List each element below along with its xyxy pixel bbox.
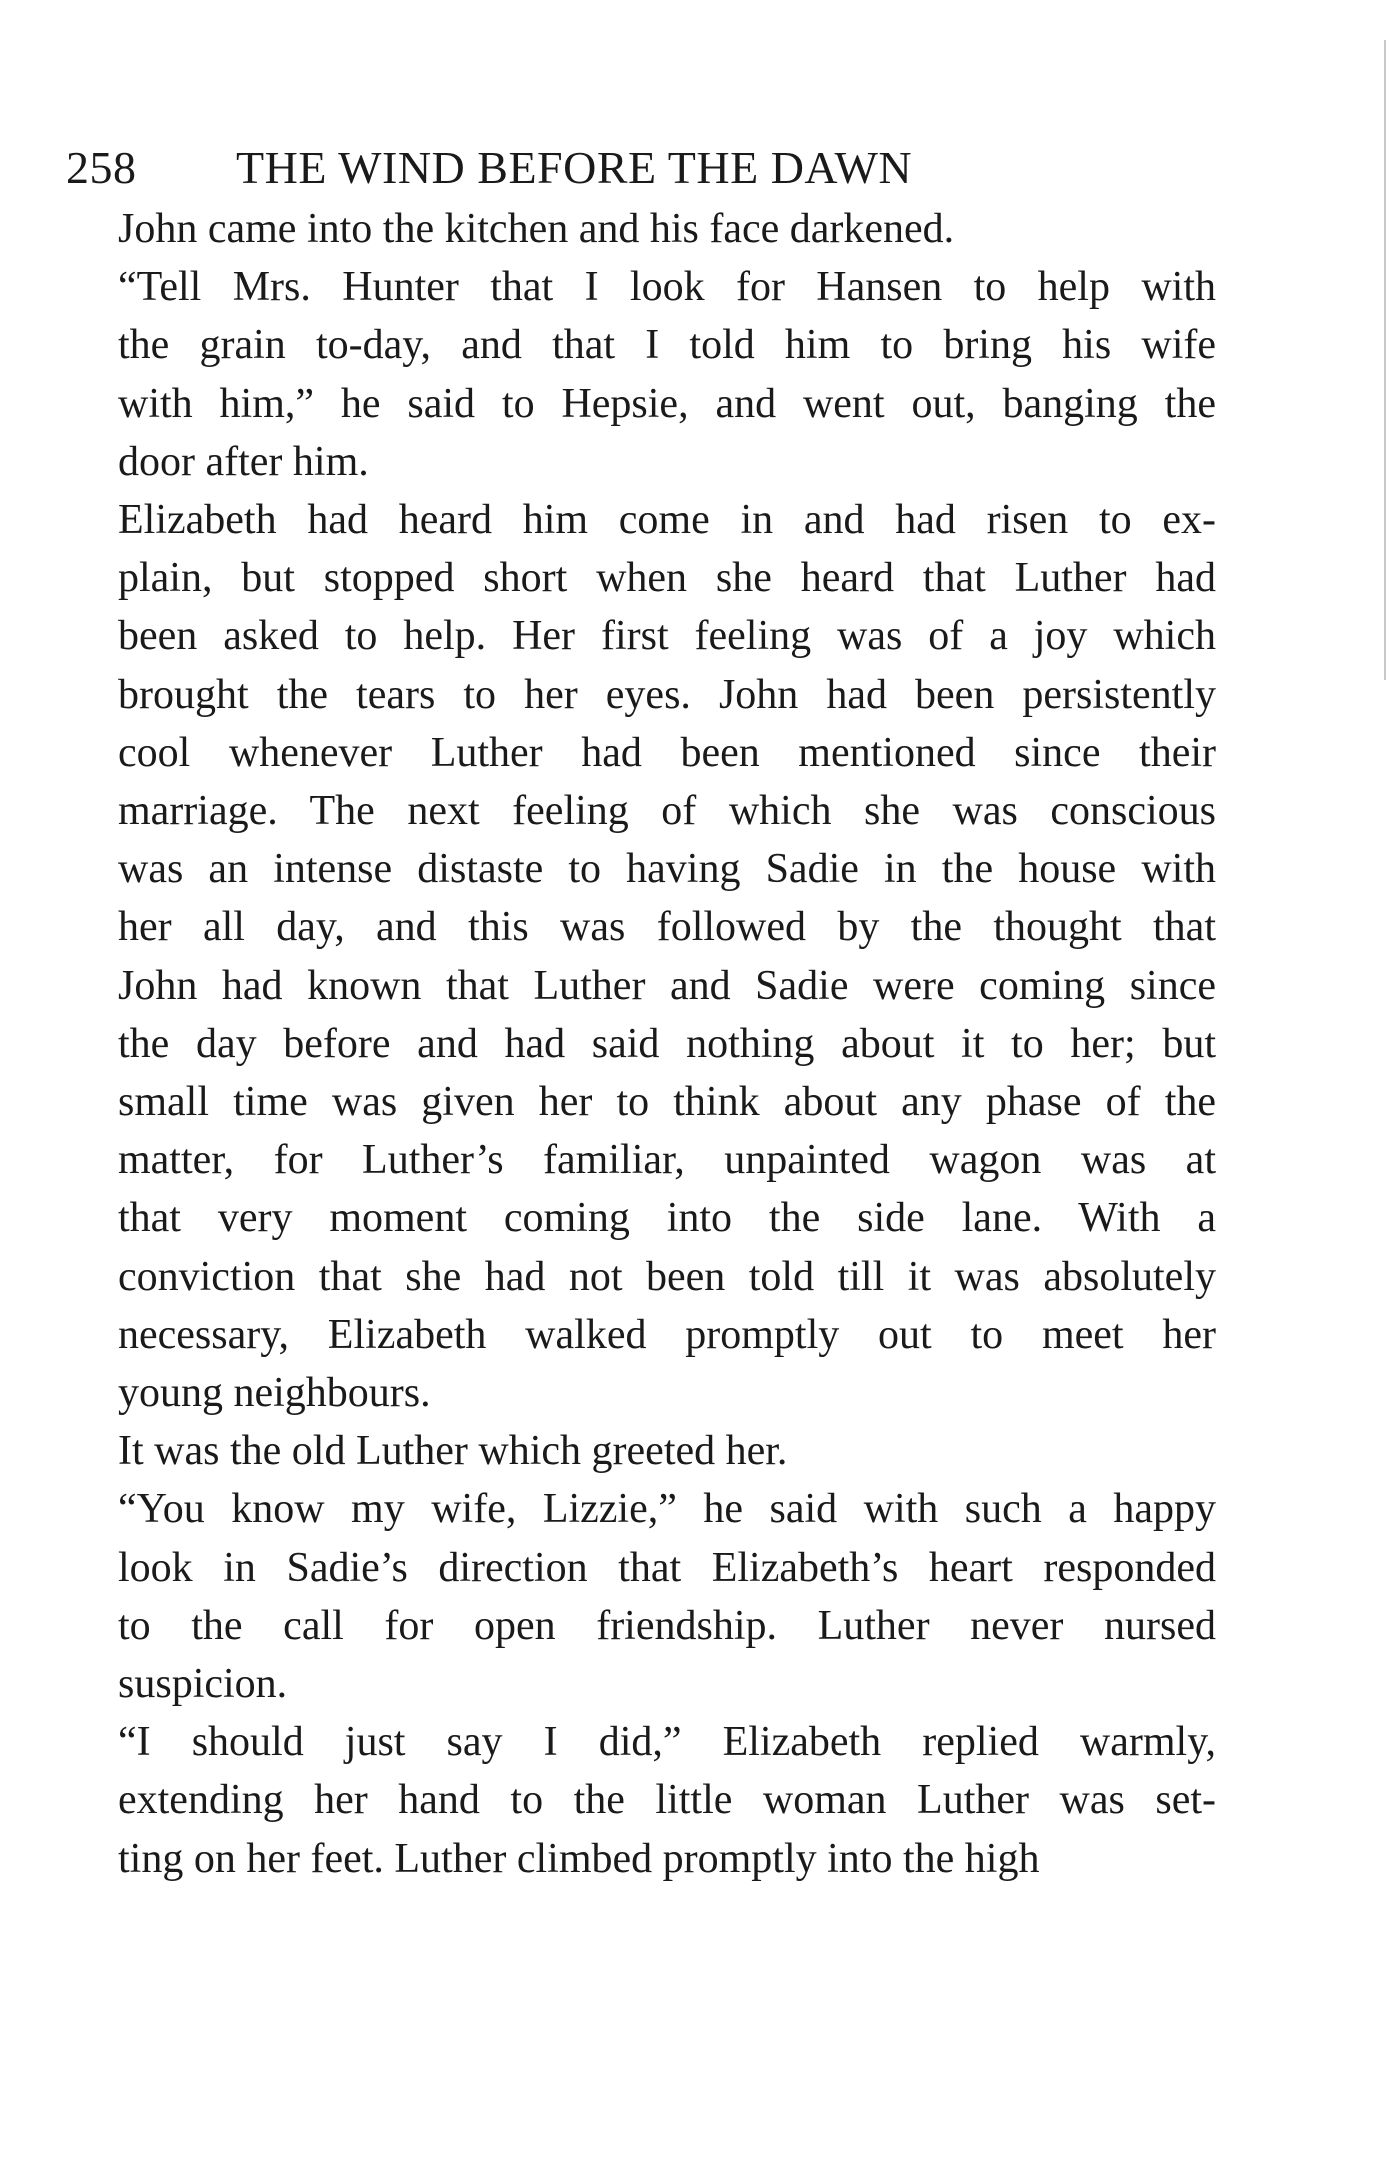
text-line: marriage. The next feeling of which she was conscious [118, 788, 1216, 835]
paragraph [66, 491, 1216, 1422]
paragraph [66, 1713, 1216, 1888]
text-body [66, 200, 1216, 1888]
text-line: was an intense distaste to having Sadie in the house with [118, 846, 1216, 893]
paragraph [66, 200, 1216, 258]
running-title: THE WIND BEFORE THE DAWN [236, 142, 913, 193]
text-line: the grain to-day, and that I told him to bring his wife [118, 322, 1216, 369]
text-line: “I should just say I did,” Elizabeth replied warmly, [118, 1719, 1216, 1766]
text-line: been asked to help. Her first feeling was of a joy which [118, 613, 1216, 660]
text-line: John came into the kitchen and his face darkened. [118, 206, 955, 252]
text-line: young neighbours. [118, 1370, 431, 1417]
text-line: door after him. [118, 438, 369, 485]
text-line: the day before and had said nothing about it to her; but [118, 1020, 1216, 1067]
page-number: 258 [66, 142, 137, 193]
text-line: conviction that she had not been told till it was absolutely [118, 1253, 1216, 1300]
paragraph [66, 1422, 1216, 1480]
text-line: look in Sadie’s direction that Elizabeth’s heart responded [118, 1544, 1216, 1591]
text-line: extending her hand to the little woman Luther was set- [118, 1777, 1216, 1824]
paragraph [66, 1480, 1216, 1713]
text-line: to the call for open friendship. Luther never nursed [118, 1602, 1216, 1649]
margin-scan-line [1384, 40, 1386, 680]
text-line: her all day, and this was followed by the thought that [118, 904, 1216, 951]
text-line: suspicion. [118, 1661, 288, 1708]
book-page [66, 138, 1216, 1888]
text-line: brought the tears to her eyes. John had been persistently [118, 671, 1216, 718]
text-line: “Tell Mrs. Hunter that I look for Hansen to help with [118, 264, 1216, 311]
text-line: with him,” he said to Hepsie, and went out, banging the [118, 380, 1216, 427]
text-line: small time was given her to think about any phase of the [118, 1079, 1216, 1126]
text-line: ting on her feet. Luther climbed promptly into the high [118, 1835, 1040, 1882]
text-line: plain, but stopped short when she heard that Luther had [118, 555, 1216, 602]
paragraph [66, 258, 1216, 491]
text-line: Elizabeth had heard him come in and had risen to ex- [118, 497, 1216, 544]
text-line: “You know my wife, Lizzie,” he said with such a happy [118, 1486, 1216, 1533]
running-head [66, 138, 1216, 200]
text-line: It was the old Luther which greeted her. [118, 1428, 788, 1475]
text-line: that very moment coming into the side lane. With a [118, 1195, 1216, 1242]
text-line: cool whenever Luther had been mentioned since their [118, 729, 1216, 776]
text-line: John had known that Luther and Sadie were coming since [118, 962, 1216, 1009]
text-line: necessary, Elizabeth walked promptly out to meet her [118, 1311, 1216, 1358]
text-line: matter, for Luther’s familiar, unpainted wagon was at [118, 1137, 1216, 1184]
